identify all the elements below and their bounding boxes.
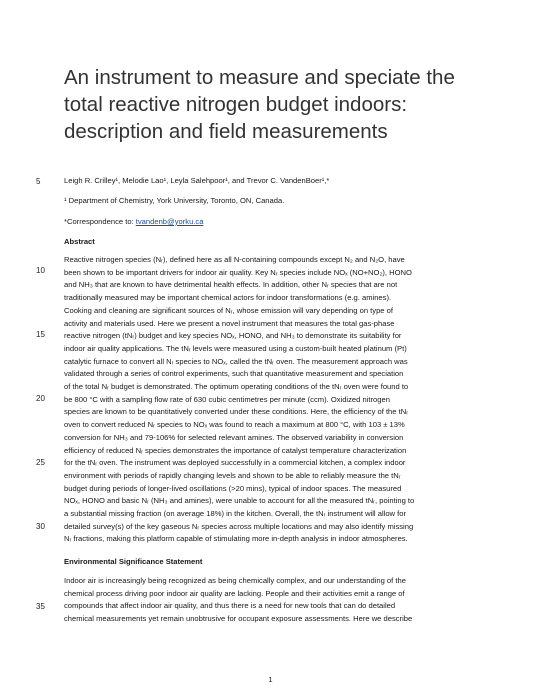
env-line: chemical measurements yet remain unobtrusive for occupant exposure assessments. Here we describe <box>64 614 413 624</box>
line-number-30: 30 <box>36 522 45 531</box>
abstract-line: efficiency of reduced Nᵣ species demonstrates the importance of catalyst temperature characterization <box>64 445 407 455</box>
abstract-line: been shown to be important drivers for indoor air quality. Key Nᵣ species include NOₓ (NO+NO₂), HONO <box>64 267 412 277</box>
abstract-line: of the total Nᵣ budget is demonstrated. The optimum operating conditions of the tNᵣ oven were found to <box>64 382 409 392</box>
abstract-line: Nᵣ fractions, making this platform capable of stimulating more in-depth analysis in indoor atmospheres. <box>64 534 408 544</box>
abstract-line: detailed survey(s) of the key gaseous Nᵣ species across multiple locations and may also identify missing <box>64 521 414 531</box>
line-number-5: 5 <box>36 177 41 186</box>
env-line: chemical process driving poor indoor air quality are lacking. People and their activities emit a range of <box>64 588 405 598</box>
page-number: 1 <box>268 675 273 684</box>
abstract-line: Cooking and cleaning are significant sources of Nᵣ, whose emission will vary depending on type of <box>64 305 393 315</box>
env-significance-heading: Environmental Significance Statement <box>64 557 203 566</box>
abstract-line: a substantial missing fraction (on average 18%) in the kitchen. Overall, the tNᵣ instrument will allow for <box>64 509 407 519</box>
abstract-heading: Abstract <box>64 237 95 246</box>
abstract-line: environment with periods of rapidly changing levels and shown to be able to reliably measure the tNᵣ <box>64 470 401 480</box>
abstract-line: conversion for NH₃ and 79-106% for selected relevant amines. The observed variability in conversion <box>64 432 404 442</box>
abstract-line: traditionally measured may be important chemical actors for indoor transformations (e.g. amines). <box>64 293 392 303</box>
paper-title: An instrument to measure and speciate the total reactive nitrogen budget indoors: description and field measurements <box>64 66 455 143</box>
correspondence <box>64 217 203 226</box>
abstract-line: reactive nitrogen (tNᵣ) budget and key species NOₓ, HONO, and NH₃ to demonstrate its suitability for <box>64 331 402 341</box>
line-number-10: 10 <box>36 266 45 275</box>
line-number-20: 20 <box>36 394 45 403</box>
abstract-line: indoor air quality applications. The tNᵣ levels were measured using a custom-built heated platinum (Pt) <box>64 343 407 353</box>
abstract-line: Reactive nitrogen species (Nᵣ), defined here as all N-containing compounds except N₂ and N₂O, have <box>64 255 405 264</box>
abstract-line: catalytic furnace to convert all Nᵣ species to NOₓ, called the tNᵣ oven. The measurement approach was <box>64 356 408 366</box>
env-line: Indoor air is increasingly being recognized as being chemically complex, and our understanding of the <box>64 576 406 585</box>
line-number-35: 35 <box>36 602 45 611</box>
abstract-line: oven to convert reduced Nᵣ species to NOₓ was found to reach a maximum at 800 °C, with 103 ± 13% <box>64 420 405 430</box>
abstract-line: be 800 °C with a sampling flow rate of 630 cubic centimetres per minute (ccm). Oxidized nitrogen <box>64 394 390 404</box>
abstract-line: validated through a series of control experiments, such that quantitative measurement and speciation <box>64 369 404 379</box>
abstract-line: budget during periods of longer-lived oscillations (>20 mins), typical of indoor spaces. The measured <box>64 483 402 493</box>
env-significance-body <box>64 575 478 626</box>
affiliation: ¹ Department of Chemistry, York University, Toronto, ON, Canada. <box>64 196 285 205</box>
abstract-line: species are known to be quantitatively converted under these conditions. Here, the efficiency of the tNᵣ <box>64 407 409 417</box>
abstract-line: activity and materials used. Here we present a novel instrument that measures the total gas-phase <box>64 318 395 328</box>
abstract-line: for the tNᵣ oven. The instrument was deployed successfully in a commercial kitchen, a complex indoor <box>64 458 406 468</box>
abstract-line: and NH₃ that are known to have detrimental health effects. In addition, other Nᵣ species that are not <box>64 280 398 290</box>
correspondence-email-link[interactable]: tvandenb@yorku.ca <box>135 217 204 226</box>
abstract-body <box>64 254 478 546</box>
correspondence-label: *Correspondence to: <box>64 217 136 226</box>
line-number-25: 25 <box>36 458 45 467</box>
env-line: compounds that affect indoor air quality, and thus there is a need for new tools that can do detailed <box>64 601 396 611</box>
line-number-15: 15 <box>36 330 45 339</box>
abstract-line: NOₓ, HONO and basic Nᵣ (NH₃ and amines), were unable to account for all the measured tNᵣ, pointing to <box>64 496 415 506</box>
author-list: Leigh R. Crilley¹, Melodie Lao¹, Leyla Salehpoor¹, and Trevor C. VandenBoer¹,* <box>64 176 330 185</box>
